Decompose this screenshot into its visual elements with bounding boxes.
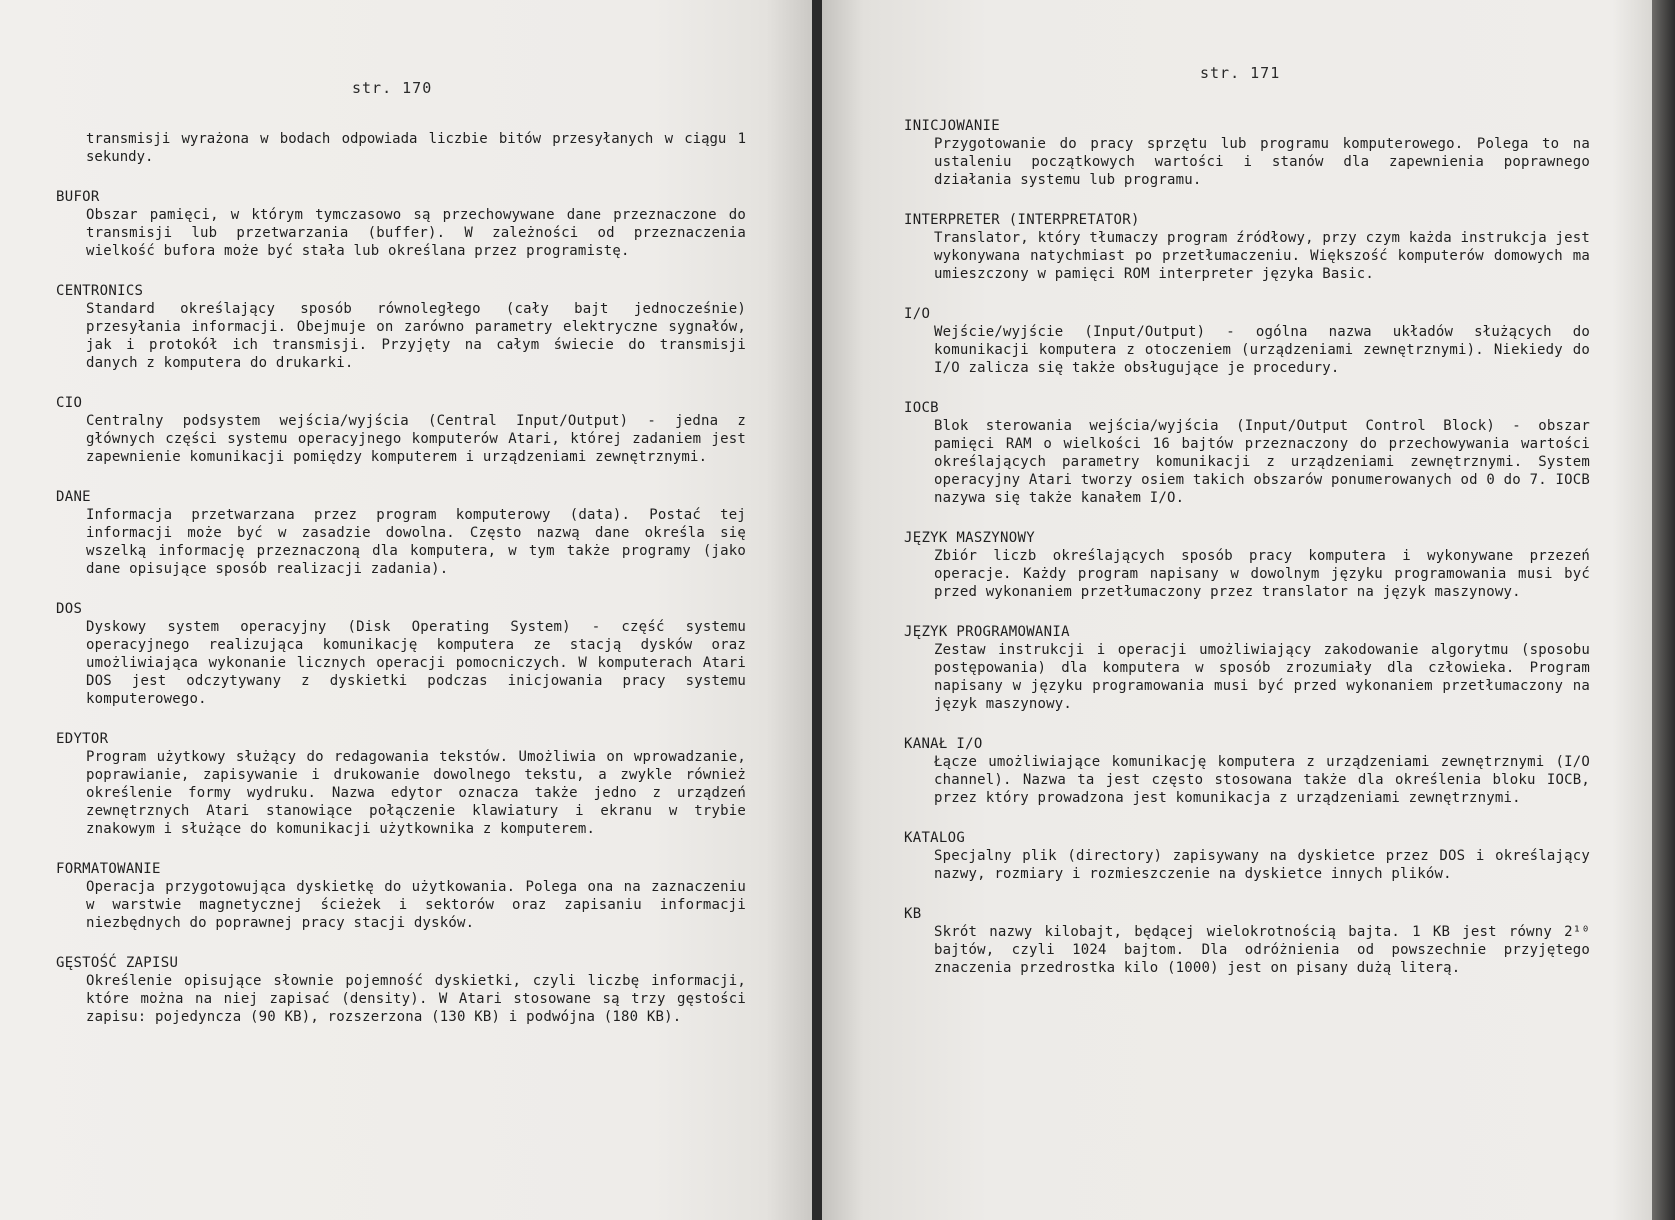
glossary-entry [904,306,1590,377]
entry-term: DANE [56,489,91,505]
entry-term: BUFOR [56,189,100,205]
entry-term: KATALOG [904,830,966,846]
glossary-entry [56,601,746,708]
book-edge-shadow [1652,0,1675,1220]
entry-definition: Wejście/wyjście (Input/Output) - ogólna nazwa układów służących do komunikacji komputera z otoczeniem (urządzeniami zewnętrznymi). Niekiedy do I/O zalicza się także obsługujące je procedury. [934,324,1590,376]
entry-term: EDYTOR [56,731,109,747]
glossary-entry [56,395,746,466]
entry-term: INICJOWANIE [904,118,1001,134]
entry-definition: Translator, który tłumaczy program źródłowy, przy czym każda instrukcja jest wykonywana natychmiast po przetłumaczeniu. Większość komputerów domowych ma umieszczony w pamięci ROM interpreter języka Basic. [934,230,1590,282]
entry-term: INTERPRETER (INTERPRETATOR) [904,212,1140,228]
entry-definition: Standard określający sposób równoległego (cały bajt jednocześnie) przesyłania informacji. Obejmuje on zarówno parametry elektryczne sygnałów, jak i protokół ich transmisji. Przyjęty na całym świecie do transmisji danych z komputera do drukarki. [86,301,746,371]
glossary-entry [904,736,1590,807]
entry-definition: Zestaw instrukcji i operacji umożliwiający zakodowanie algorytmu (sposobu postępowania) dla komputera w sposób zrozumiały dla człowieka. Program napisany w języku programowania musi być przed wykonaniem przetłumaczony na język maszynowy. [934,642,1590,712]
glossary-entry [904,212,1590,283]
entry-definition: Blok sterowania wejścia/wyjścia (Input/Output Control Block) - obszar pamięci RAM o wielkości 16 bajtów przeznaczony do przechowywania wartości określających parametry komunikacji z urządzeniami zewnętrznymi. System operacyjny Atari tworzy osiem takich obszarów ponumerowanych od 0 do 7. IOCB nazywa się także kanałem I/O. [934,418,1590,506]
glossary-entry [56,955,746,1026]
entry-term: IOCB [904,400,939,416]
entry-definition: Przygotowanie do pracy sprzętu lub programu komputerowego. Polega to na ustaleniu początkowych wartości i stanów dla zapewnienia poprawnego działania systemu lub programu. [934,136,1590,188]
entry-definition: Dyskowy system operacyjny (Disk Operating System) - część systemu operacyjnego realizująca komunikację komputera ze stacją dysków oraz umożliwiająca wykonanie licznych operacji pomocniczych. W komputerach Atari DOS jest odczytywany z dyskietki podczas inicjowania pracy systemu komputerowego. [86,619,746,707]
entry-definition: Centralny podsystem wejścia/wyjścia (Central Input/Output) - jedna z głównych części systemu operacyjnego komputerów Atari, której zadaniem jest zapewnienie komunikacji pomiędzy komputerem i urządzeniami zewnętrznymi. [86,413,746,465]
glossary-entry [56,731,746,838]
entry-list [904,118,1590,1000]
entry-definition: Operacja przygotowująca dyskietkę do użytkowania. Polega ona na zaznaczeniu w warstwie magnetycznej ścieżek i sektorów oraz zapisaniu informacji niezbędnych do poprawnej pracy stacji dysków. [86,879,746,931]
page-number: str. 170 [352,79,433,97]
glossary-entry [56,283,746,372]
glossary-entry [904,830,1590,883]
entry-term: I/O [904,306,931,322]
entry-definition: Zbiór liczb określających sposób pracy komputera i wykonywane przezeń operacje. Każdy program napisany w dowolnym języku programowania musi być przed wykonaniem przetłumaczony przez translator na język maszynowy. [934,548,1590,600]
glossary-entry [56,489,746,578]
entry-definition: Określenie opisujące słownie pojemność dyskietki, czyli liczbę informacji, które można na niej zapisać (density). W Atari stosowane są trzy gęstości zapisu: pojedyncza (90 KB), rozszerzona (130 KB) i podwójna (180 KB). [86,973,746,1025]
entry-term: CIO [56,395,83,411]
entry-term: GĘSTOŚĆ ZAPISU [56,955,179,971]
glossary-entry [904,530,1590,601]
entry-term: FORMATOWANIE [56,861,161,877]
entry-term: JĘZYK MASZYNOWY [904,530,1035,546]
entry-term: JĘZYK PROGRAMOWANIA [904,624,1070,640]
left-page [0,0,815,1220]
glossary-entry [56,189,746,260]
entry-term: KB [904,906,922,922]
entry-term: CENTRONICS [56,283,144,299]
entry-term: KANAŁ I/O [904,736,983,752]
glossary-entry [904,400,1590,507]
entry-definition: Informacja przetwarzana przez program komputerowy (data). Postać tej informacji może być w zasadzie dowolna. Często nazwą dane określa się wszelką informację przeznaczoną dla komputera, w tym także programy (jako dane opisujące sposób realizacji zadania). [86,507,746,577]
entry-definition: Program użytkowy służący do redagowania tekstów. Umożliwia on wprowadzanie, poprawianie, zapisywanie i drukowanie dowolnego tekstu, a zwykle również określenie formy wydruku. Nazwa edytor oznacza także jedno z urządzeń zewnętrznych Atari stanowiące połączenie klawiatury i ekranu w trybie znakowym i służące do komunikacji użytkownika z komputerem. [86,749,746,837]
glossary-entry [904,624,1590,713]
right-page [822,0,1654,1220]
continuation-text: transmisji wyrażona w bodach odpowiada liczbie bitów przesyłanych w ciągu 1 sekundy. [86,131,746,165]
glossary-entry [904,906,1590,977]
glossary-entry [904,118,1590,189]
entry-definition: Łącze umożliwiające komunikację komputera z urządzeniami zewnętrznymi (I/O channel). Nazwa ta jest często stosowana także dla określenia bloku IOCB, przez który prowadzona jest komunikacja z urządzeniami zewnętrznymi. [934,754,1590,806]
entry-definition: Skrót nazwy kilobajt, będącej wielokrotnością bajta. 1 KB jest równy 2¹⁰ bajtów, czyli 1024 bajtom. Dla odróżnienia od powszechnie przyjętego znaczenia przedrostka kilo (1000) jest on pisany dużą literą. [934,924,1590,976]
entry-definition: Obszar pamięci, w którym tymczasowo są przechowywane dane przeznaczone do transmisji lub przetwarzania (buffer). W zależności od przeznaczenia wielkość bufora może być stała lub określana przez programistę. [86,207,746,259]
entry-term: DOS [56,601,83,617]
page-number: str. 171 [1200,64,1281,82]
entry-definition: Specjalny plik (directory) zapisywany na dyskietce przez DOS i określający nazwy, rozmiary i rozmieszczenie na dyskietce innych plików. [934,848,1590,882]
glossary-entry [56,861,746,932]
entry-list [56,130,746,1049]
